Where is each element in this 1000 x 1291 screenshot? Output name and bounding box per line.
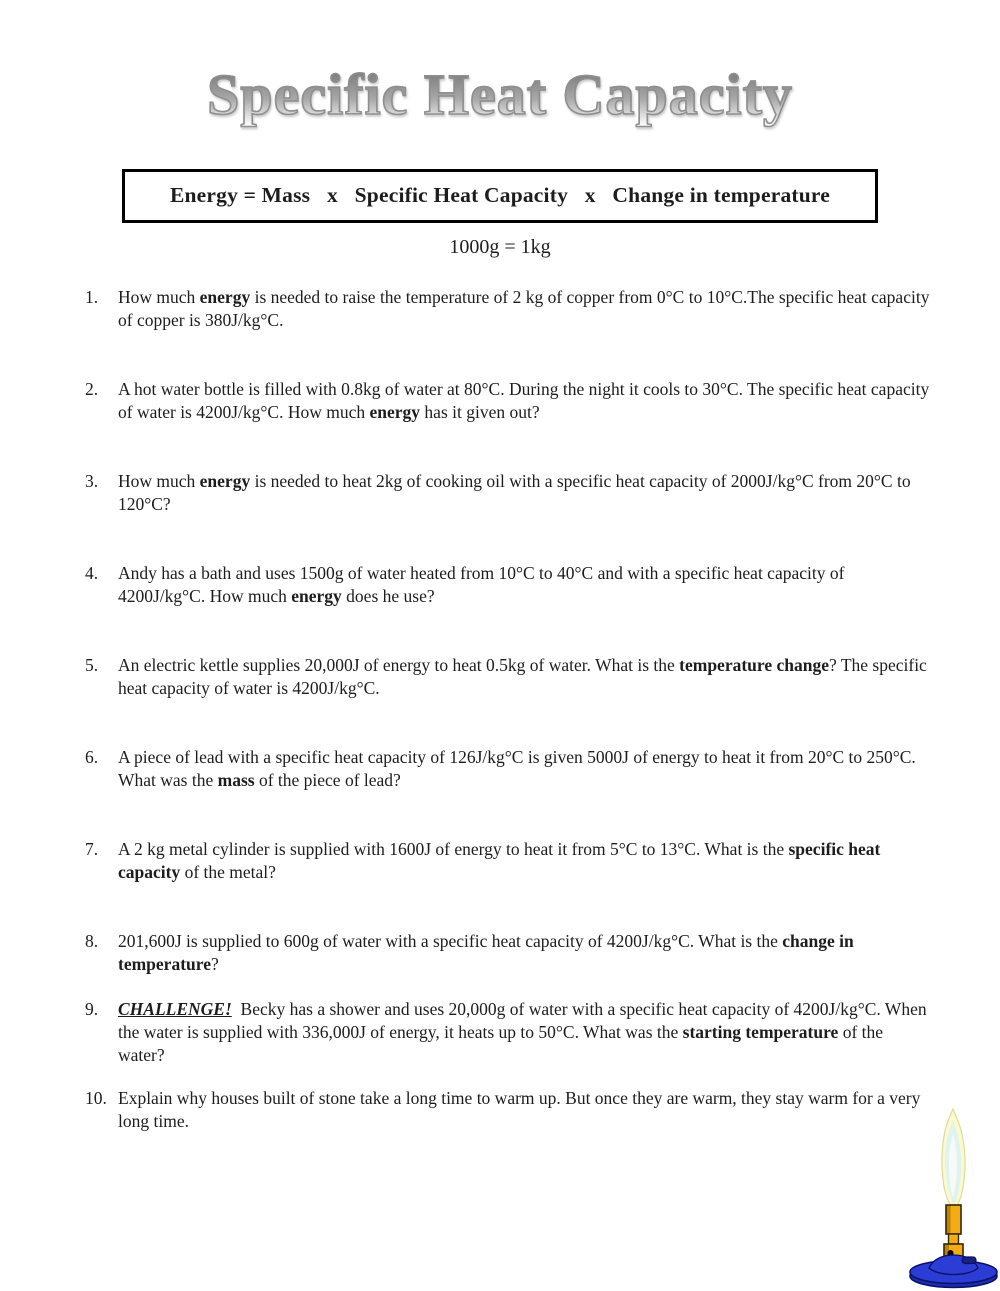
question-keyword: CHALLENGE! (118, 998, 232, 1019)
question-keyword: energy (369, 401, 421, 422)
question-text (118, 838, 931, 884)
question-text-run: does he use? (341, 585, 435, 606)
question-keyword: mass (217, 769, 255, 790)
question-item-9 (85, 998, 933, 1067)
conversion-note: 1000g = 1kg (449, 235, 551, 258)
question-text (118, 378, 934, 424)
question-text (118, 746, 931, 792)
question-number: 7. (85, 838, 99, 859)
question-keyword: temperature change (679, 654, 829, 675)
question-text-run: A piece of lead with a specific heat capacity of 126J/kg°C is given 5000J of energy to heat it from 20°C to 250°C. What was the (118, 746, 920, 790)
question-text-run: ? The specific heat capacity of water is 4200J/kg°C. (118, 654, 932, 698)
question-text (118, 1087, 931, 1133)
question-text (118, 286, 934, 332)
question-text (118, 470, 931, 516)
formula-box (122, 169, 878, 223)
question-item-3 (85, 470, 933, 516)
question-item-2 (85, 378, 933, 424)
question-item-6 (85, 746, 933, 792)
question-number: 9. (85, 998, 99, 1019)
question-item-8 (85, 930, 933, 976)
question-item-4 (85, 562, 933, 608)
question-item-7 (85, 838, 933, 884)
question-text-run: is needed to raise the temperature of 2 kg of copper from 0°C to 10°C.The specific heat capacity of copper is 380J/kg°C. (118, 286, 934, 330)
question-text-run: A 2 kg metal cylinder is supplied with 1600J of energy to heat it from 5°C to 13°C. What is the (118, 838, 789, 859)
formula-text: Energy = Mass x Specific Heat Capacity x Change in temperature (169, 182, 831, 207)
question-number: 5. (85, 654, 99, 675)
question-text-run: Andy has a bath and uses 1500g of water heated from 10°C to 40°C and with a specific heat capacity of 4200J/kg°C. How much (118, 562, 849, 606)
question-item-1 (85, 286, 933, 332)
question-list (85, 286, 933, 1133)
question-text-run: has it given out? (420, 401, 540, 422)
question-text-run: ? (210, 953, 219, 974)
page-title: Specific Heat Capacity (207, 62, 793, 127)
question-text-run: 201,600J is supplied to 600g of water with a specific heat capacity of 4200J/kg°C. What is the (118, 930, 783, 951)
question-text-run: of the piece of lead? (254, 769, 401, 790)
question-text-run: How much (118, 470, 200, 491)
question-number: 6. (85, 746, 99, 767)
question-text-run: Explain why houses built of stone take a long time to warm up. But once they are warm, they stay warm for a very long time. (118, 1087, 925, 1131)
question-number: 10. (85, 1087, 107, 1108)
question-number: 1. (85, 286, 99, 307)
question-text-run: A hot water bottle is filled with 0.8kg of water at 80°C. During the night it cools to 30°C. The specific heat capacity of water is 4200J/kg°C. How much (118, 378, 934, 422)
question-text (118, 930, 931, 976)
question-text-run: An electric kettle supplies 20,000J of energy to heat 0.5kg of water. What is the (118, 654, 680, 675)
question-number: 8. (85, 930, 99, 951)
question-keyword: energy (291, 585, 342, 606)
gas-inlet (962, 1257, 976, 1264)
question-keyword: starting temperature (682, 1021, 839, 1042)
question-text-run: of the water? (118, 1021, 888, 1065)
question-text (118, 654, 931, 700)
title-wrap (0, 0, 1000, 129)
bunsen-burner-icon (903, 1107, 998, 1289)
question-text (118, 562, 931, 608)
question-keyword: energy (199, 286, 251, 307)
question-text-run: How much (118, 286, 200, 307)
question-number: 3. (85, 470, 99, 491)
question-text-run: Becky has a shower and uses 20,000g of water with a specific heat capacity of 4200J/kg°C. When the water is supplied with 336,000J of energy, it heats up to 50°C. What was the (118, 998, 931, 1042)
question-number: 2. (85, 378, 99, 399)
question-text (118, 998, 931, 1067)
question-item-5 (85, 654, 933, 700)
question-item-10 (85, 1087, 933, 1133)
question-number: 4. (85, 562, 99, 583)
question-keyword: energy (199, 470, 251, 491)
question-text-run: of the metal? (180, 861, 276, 882)
question-keyword: specific heat capacity (118, 838, 885, 882)
question-text-run: is needed to heat 2kg of cooking oil with a specific heat capacity of 2000J/kg°C from 20°C to 120°C? (118, 470, 915, 514)
question-keyword: change in temperature (118, 930, 859, 974)
